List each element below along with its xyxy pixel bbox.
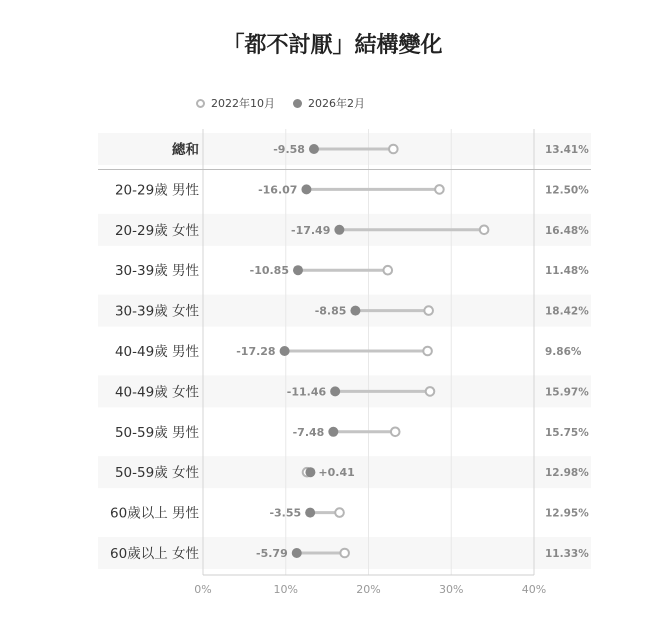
- change-label: -10.85: [249, 264, 289, 278]
- row-label: 40-49歲 男性: [114, 344, 199, 360]
- point-2022: [426, 387, 435, 396]
- end-value-label: 15.97%: [545, 386, 589, 399]
- point-2022: [335, 508, 344, 517]
- end-value-label: 12.50%: [545, 184, 589, 197]
- change-label: -17.28: [236, 345, 276, 358]
- point-2022: [423, 347, 432, 356]
- change-label: -8.85: [314, 304, 347, 318]
- row-label: 20-29歲 女性: [114, 222, 199, 239]
- point-2022: [424, 306, 433, 315]
- x-tick-label: 0%: [194, 583, 212, 596]
- x-tick-label: 30%: [439, 583, 464, 596]
- row-label: 50-59歲 女性: [114, 465, 199, 482]
- row-label: 20-29歲 男性: [114, 182, 199, 199]
- end-value-label: 12.98%: [545, 467, 589, 480]
- x-tick-label: 20%: [356, 583, 381, 596]
- x-tick-label: 40%: [521, 583, 547, 596]
- row-label: 40-49歲 女性: [114, 384, 199, 401]
- point-2026: [334, 225, 344, 235]
- end-value-label: 18.42%: [545, 305, 589, 318]
- end-value-label: 12.95%: [545, 507, 589, 520]
- row-label: 30-39歲 男性: [114, 263, 199, 280]
- point-2026: [301, 184, 311, 194]
- change-label: -5.79: [256, 547, 288, 560]
- end-value-label: 9.86%: [545, 346, 582, 358]
- change-label: -11.46: [286, 385, 327, 399]
- end-value-label: 13.41%: [545, 144, 589, 156]
- point-2022: [435, 185, 444, 194]
- row-label: 60歲以上 女性: [110, 546, 199, 562]
- point-2026: [305, 467, 315, 477]
- end-value-label: 11.33%: [545, 548, 589, 560]
- point-2022: [391, 428, 400, 437]
- change-label: -16.07: [258, 183, 298, 197]
- point-2026: [330, 386, 340, 396]
- point-2026: [305, 508, 315, 518]
- chart-title: 「都不討厭」結構變化: [222, 33, 443, 58]
- change-label: -9.58: [273, 143, 305, 156]
- change-label: -17.49: [291, 223, 331, 237]
- end-value-label: 11.48%: [545, 265, 589, 278]
- legend-label-2022: 2022年10月: [211, 97, 275, 110]
- row-label: 總和: [172, 142, 199, 158]
- row-label: 60歲以上 男性: [110, 505, 199, 522]
- point-2026: [309, 144, 319, 154]
- point-2026: [292, 548, 302, 558]
- point-2022: [383, 266, 392, 275]
- change-label: -3.55: [269, 506, 302, 520]
- end-value-label: 16.48%: [545, 224, 589, 237]
- x-tick-label: 10%: [273, 583, 298, 596]
- point-2022: [480, 226, 489, 235]
- row-label: 30-39歲 女性: [114, 303, 199, 320]
- row-label: 50-59歲 男性: [114, 424, 199, 441]
- point-2022: [389, 145, 398, 154]
- point-2026: [293, 265, 303, 275]
- point-2026: [280, 346, 290, 356]
- end-value-label: 15.75%: [545, 426, 589, 439]
- point-2026: [350, 306, 360, 316]
- legend-label-2026: 2026年2月: [308, 97, 365, 110]
- point-2022: [340, 549, 349, 558]
- change-label: +0.41: [318, 466, 355, 480]
- point-2026: [328, 427, 338, 437]
- change-label: -7.48: [292, 425, 325, 439]
